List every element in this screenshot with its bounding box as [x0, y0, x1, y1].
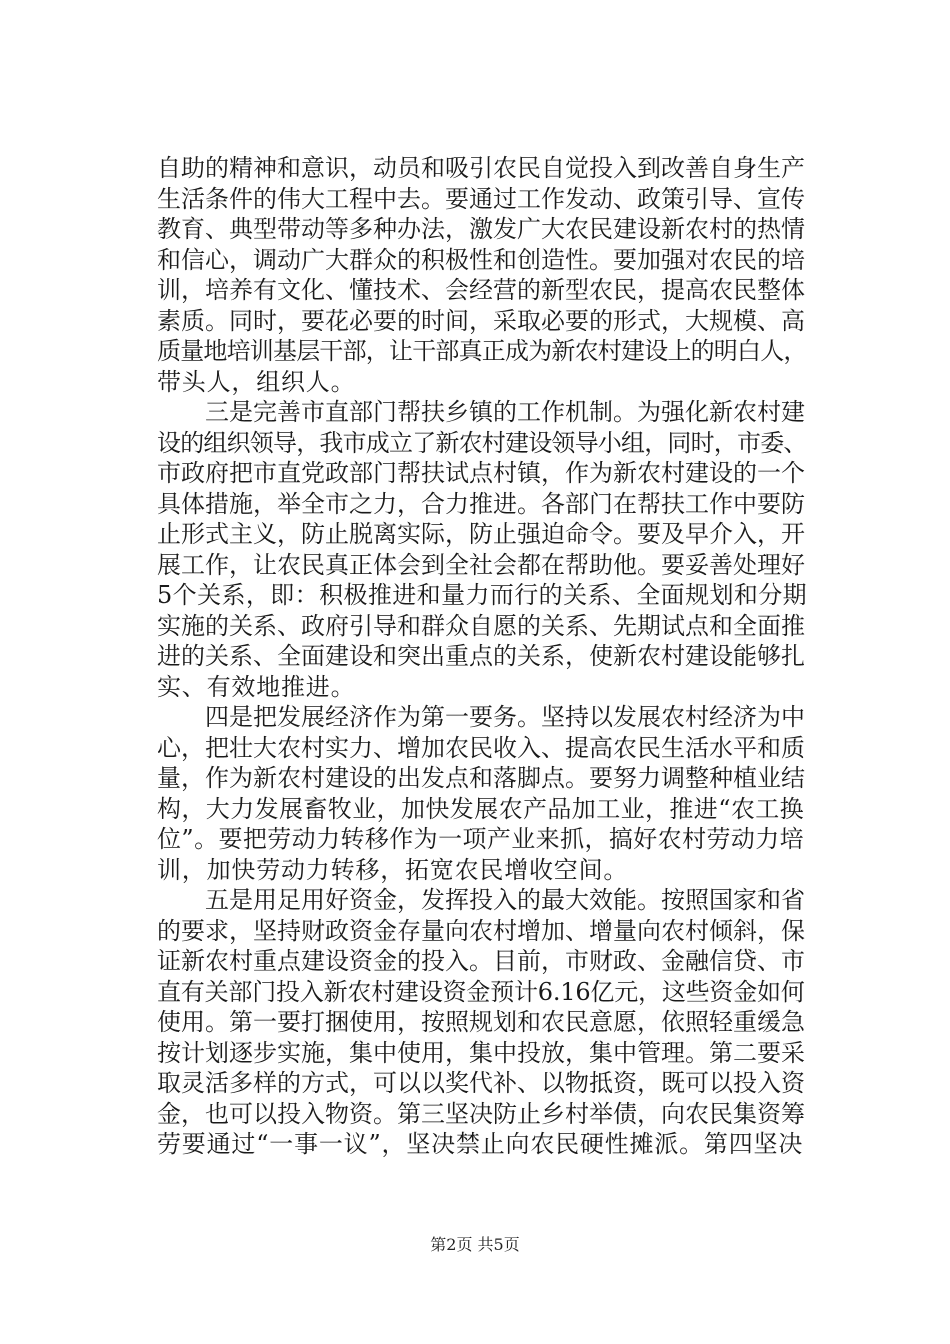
- text-line: 和信心，调动广大群众的积极性和创造性。要加强对农民的培: [157, 245, 805, 274]
- text-line: 训，培养有文化、懂技术、会经营的新型农民，提高农民整体: [157, 276, 805, 304]
- text-line: 生活条件的伟大工程中去。要通过工作发动、政策引导、宣传: [157, 184, 805, 213]
- text-line: 质量地培训基层干部，让干部真正成为新农村建设上的明白人，: [157, 337, 807, 365]
- text-line: 按计划逐步实施，集中使用，集中投放，集中管理。第二要采: [157, 1038, 805, 1067]
- text-line: 四是把发展经济作为第一要务。坚持以发展农村经济为中: [157, 703, 805, 731]
- text-line: 实、有效地推进。: [157, 672, 356, 701]
- text-line: 带头人，组织人。: [157, 367, 356, 396]
- text-line: 量，作为新农村建设的出发点和落脚点。要努力调整种植业结: [157, 764, 805, 792]
- text-line: 的要求，坚持财政资金存量向农村增加、增量向农村倾斜，保: [157, 916, 805, 945]
- text-line: 止形式主义，防止脱离实际，防止强迫命令。要及早介入，开: [157, 520, 805, 548]
- text-line: 证新农村重点建设资金的投入。目前，市财政、金融信贷、市: [157, 947, 805, 975]
- text-line: 实施的关系、政府引导和群众自愿的关系、先期试点和全面推: [157, 611, 805, 640]
- text-line: 素质。同时，要花必要的时间，采取必要的形式，大规模、高: [157, 306, 805, 335]
- text-line: 展工作，让农民真正体会到全社会都在帮助他。要妥善处理好: [157, 550, 805, 579]
- text-line: 市政府把市直党政部门帮扶试点村镇，作为新农村建设的一个: [157, 459, 805, 487]
- text-line: 自助的精神和意识，动员和吸引农民自觉投入到改善自身生产: [157, 154, 805, 182]
- text-line: 5个关系，即：积极推进和量力而行的关系、全面规划和分期: [157, 581, 808, 609]
- text-line: 具体措施，举全市之力，合力推进。各部门在帮扶工作中要防: [157, 489, 805, 518]
- text-line: 使用。第一要打捆使用，按照规划和农民意愿，依照轻重缓急: [157, 1008, 805, 1036]
- text-line: 直有关部门投入新农村建设资金预计6.16亿元，这些资金如何: [157, 977, 805, 1006]
- text-line: 设的组织领导，我市成立了新农村建设领导小组，同时，市委、: [157, 428, 807, 457]
- text-line: 五是用足用好资金，发挥投入的最大效能。按照国家和省: [157, 886, 805, 914]
- text-line: 心，把壮大农村实力、增加农民收入、提高农民生活水平和质: [157, 733, 805, 762]
- text-line: 教育、典型带动等多种办法，激发广大农民建设新农村的热情: [157, 215, 805, 243]
- page-number-footer: 第2页 共5页: [430, 1235, 520, 1254]
- text-line: 金，也可以投入物资。第三坚决防止乡村举债，向农民集资筹: [157, 1099, 805, 1128]
- text-line: 三是完善市直部门帮扶乡镇的工作机制。为强化新农村建: [157, 398, 805, 426]
- text-line: 取灵活多样的方式，可以以奖代补、以物抵资，既可以投入资: [157, 1069, 805, 1097]
- text-line: 位”。要把劳动力转移作为一项产业来抓，搞好农村劳动力培: [157, 825, 805, 853]
- text-line: 劳要通过“一事一议”，坚决禁止向农民硬性摊派。第四坚决: [157, 1130, 804, 1158]
- text-line: 进的关系、全面建设和突出重点的关系，使新农村建设能够扎: [157, 642, 805, 670]
- text-line: 构，大力发展畜牧业，加快发展农产品加工业，推进“农工换: [157, 794, 805, 823]
- text-line: 训，加快劳动力转移，拓宽农民增收空间。: [157, 855, 629, 884]
- document-body: [157, 153, 808, 1160]
